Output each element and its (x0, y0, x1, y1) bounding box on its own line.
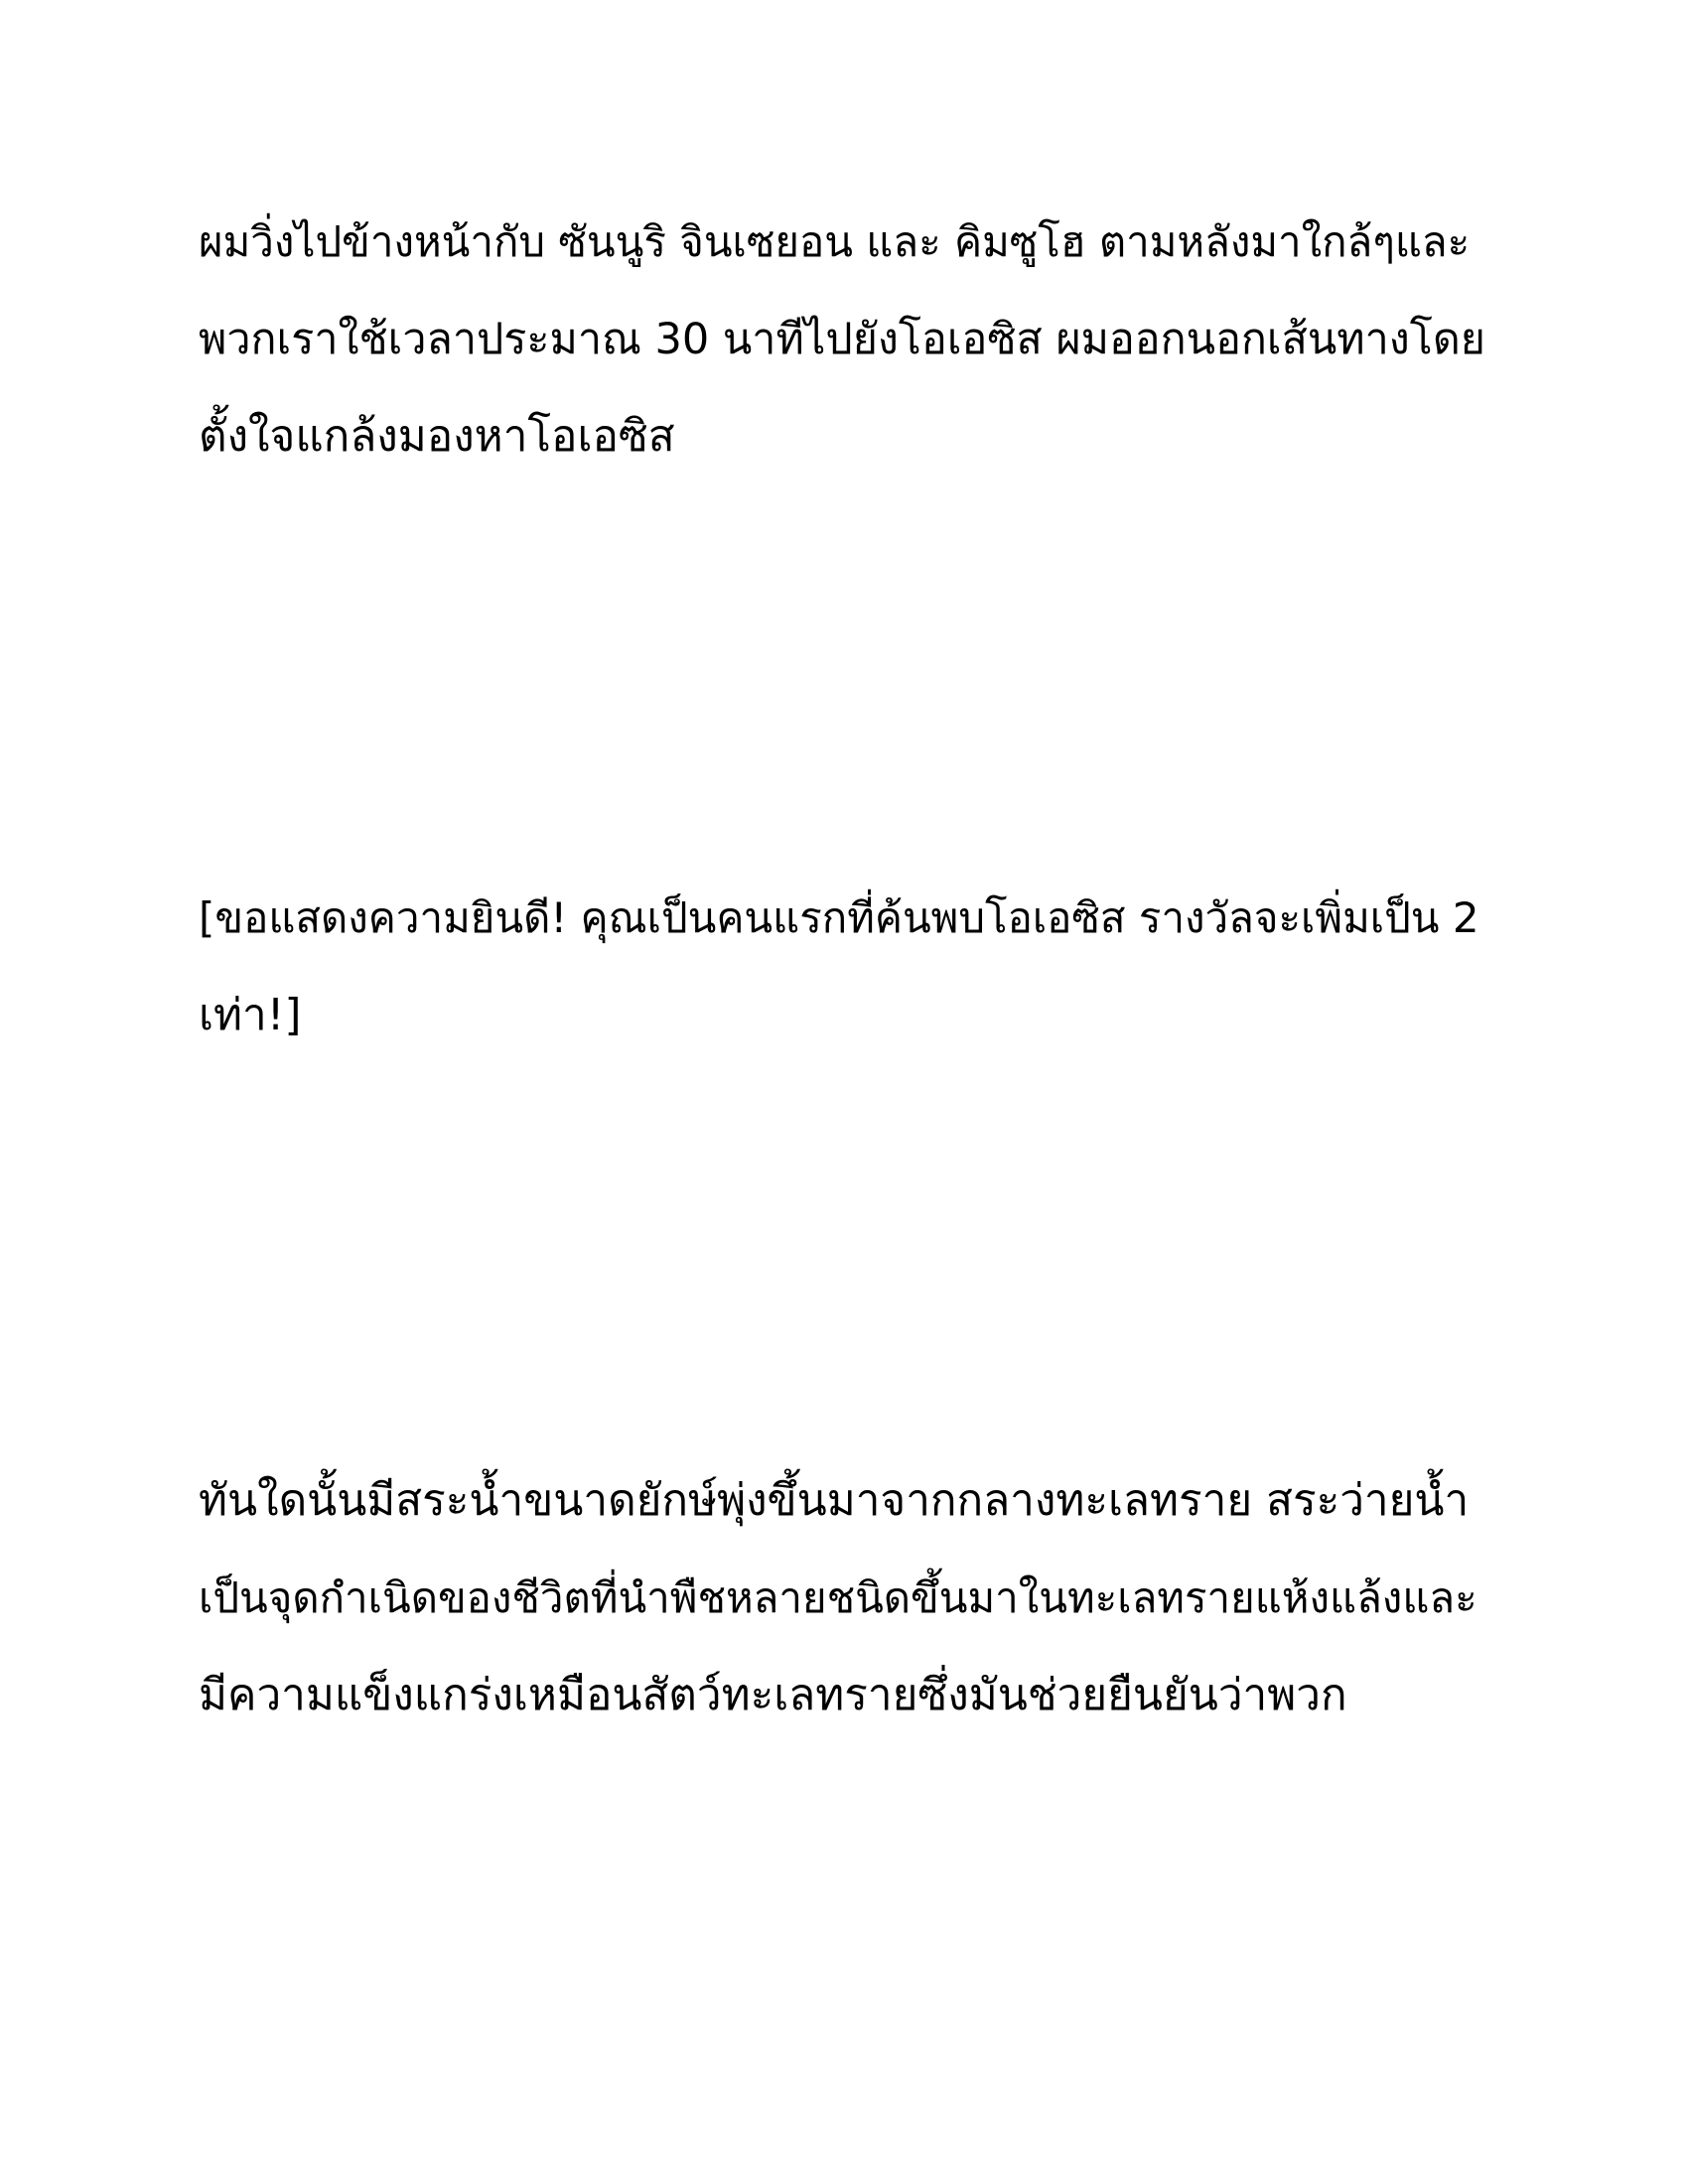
text-line: ทันใดนั้นมีสระน้ำขนาดยักษ์พุ่งขึ้นมาจากกลางทะเลทราย สระว่ายน้ำ (199, 1475, 1470, 1526)
text-line: เป็นจุดกำเนิดของชีวิตที่นำพืชหลายชนิดขึ้นมาในทะเลทรายแห้งแล้งและ (199, 1573, 1477, 1622)
text-line: ผมวิ่งไปข้างหน้ากับ ซันนูริ จินเซยอน และ คิมซูโฮ ตามหลังมาใกล้ๆและ (199, 217, 1471, 266)
text-line: [ขอแสดงความยินดี! คุณเป็นคนแรกที่ค้นพบโอเอซิส รางวัลจะเพิ่มเป็น 2 (199, 893, 1479, 942)
paragraph-system-message (199, 870, 1489, 1064)
paragraph-narration-2 (199, 1452, 1489, 1744)
paragraph-narration-1 (199, 194, 1489, 485)
text-line: เท่า!] (199, 990, 302, 1040)
text-line: มีความแข็งแกร่งเหมือนสัตว์ทะเลทรายซึ่งมันช่วยยืนยันว่าพวก (199, 1670, 1347, 1720)
text-line: ตั้งใจแกล้งมองหาโอเอซิส (199, 411, 675, 462)
text-line: พวกเราใช้เวลาประมาณ 30 นาทีไปยังโอเอซิส ผมออกนอกเส้นทางโดย (199, 315, 1485, 364)
